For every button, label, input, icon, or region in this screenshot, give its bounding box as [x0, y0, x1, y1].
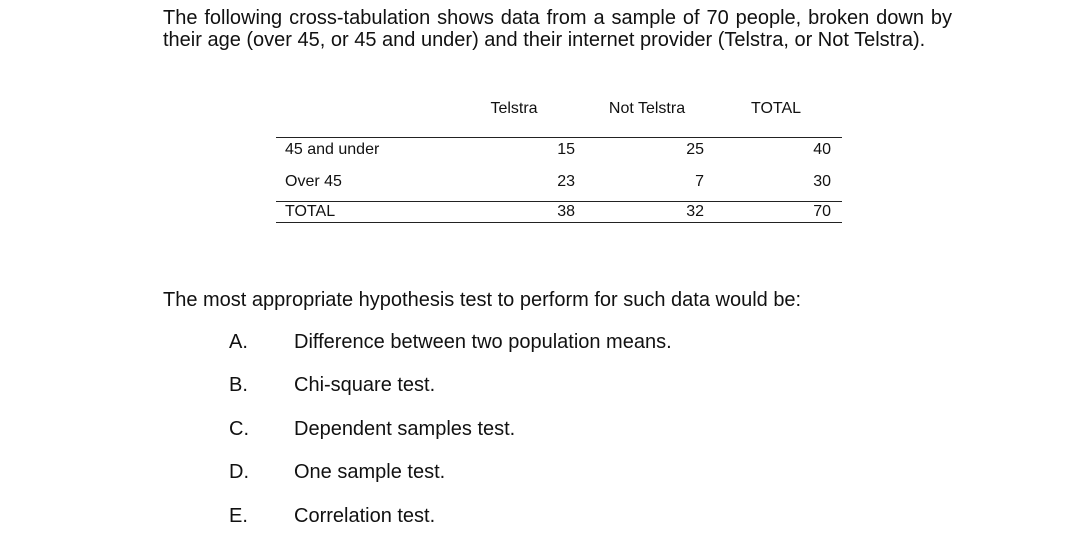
cell-total: 40 — [813, 141, 831, 158]
option-c[interactable] — [0, 416, 1080, 442]
cell-telstra: 15 — [557, 141, 575, 158]
row-label: 45 and under — [285, 141, 380, 158]
cell-telstra: 38 — [557, 203, 575, 220]
option-letter: C. — [229, 418, 249, 440]
option-e[interactable] — [0, 503, 1080, 529]
cell-total: 30 — [813, 173, 831, 190]
column-header-total: TOTAL — [750, 100, 802, 117]
option-text: One sample test. — [294, 461, 446, 483]
table-row-total — [276, 202, 842, 222]
option-d[interactable] — [0, 459, 1080, 485]
table-bottom-rule — [276, 222, 842, 223]
option-b[interactable] — [0, 372, 1080, 398]
table-row — [276, 140, 842, 160]
option-text: Chi-square test. — [294, 374, 436, 396]
row-label: Over 45 — [285, 173, 342, 190]
cell-not-telstra: 25 — [686, 141, 704, 158]
option-letter: A. — [229, 331, 248, 353]
option-letter: D. — [229, 461, 249, 483]
question-text: The most appropriate hypothesis test to perform for such data would be: — [163, 289, 802, 311]
cell-not-telstra: 7 — [695, 173, 704, 190]
cell-total: 70 — [813, 203, 831, 220]
column-header-telstra: Telstra — [490, 100, 538, 117]
cell-not-telstra: 32 — [686, 203, 704, 220]
option-letter: B. — [229, 374, 248, 396]
intro-paragraph: The following cross-tabulation shows data from a sample of 70 people, broken down by their age (over 45, or 45 and under) and their internet provider (Telstra, or Not Telstra). — [163, 7, 952, 51]
option-a[interactable] — [0, 329, 1080, 355]
cell-telstra: 23 — [557, 173, 575, 190]
option-letter: E. — [229, 505, 248, 527]
option-text: Correlation test. — [294, 505, 436, 527]
option-text: Difference between two population means. — [294, 331, 672, 353]
option-text: Dependent samples test. — [294, 418, 516, 440]
row-label: TOTAL — [285, 203, 336, 220]
column-header-not-telstra: Not Telstra — [608, 100, 686, 117]
table-row — [276, 172, 842, 192]
table-top-rule — [276, 137, 842, 138]
